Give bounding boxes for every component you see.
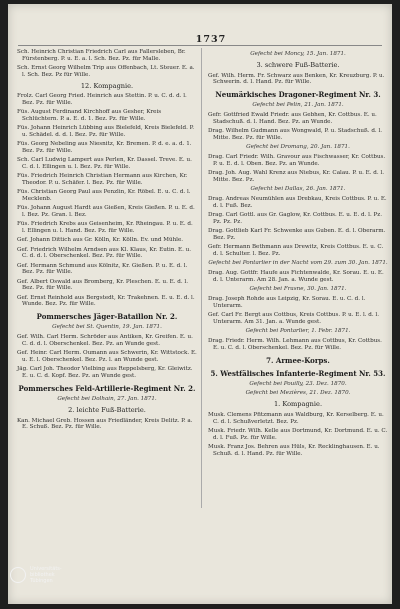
engagement-line: Gefecht bei Pouilly, 23. Dez. 1870. [249, 380, 347, 387]
casualty-entry: Musk. Clemens Pfitzmann aus Waldburg, Kr. Kerselberg. E. u. C. d. l. Schußverletzt. Bez. Pz. [208, 411, 384, 425]
casualty-entry: Kan. Michael Greb. Hossen aus Friedländer, Kreis Delitz. P. a. E. Schuß. Bez. Pz. für Wille. [17, 417, 193, 431]
engagement-line: Gefecht bei Dromang, 20. Jan. 1871. [246, 144, 350, 151]
casualty-entry: Drag. Gottlieb Karl Fr. Schwenke aus Guben. E. d. l. Oberarm. Bez. Pz. [208, 228, 386, 241]
regiment-heading: 5. Westfälisches Infanterie-Regiment Nr. 53. [210, 368, 386, 378]
casualty-entry: Gef. Heinr. Carl Herm. Oumann aus Schwerin, Kr. Wittstock. E. u. E. l. Oberschenkel. Bez. Pz. l. an Wunde gest. [17, 350, 197, 364]
engagement-line: Gefecht bei Pontarlier in der Nacht vom 29. zum 30. Jan. 1871. [208, 260, 388, 267]
column-divider [201, 48, 202, 508]
casualty-entry: Sch. Heinrich Christian Friedrich Carl aus Fallersleben, Br. Fürstenberg. P. u. E. a. l. Sch. Bez. Pz. für Malle. [17, 49, 186, 62]
casualty-entry: Musk. Franz Jos. Behren aus Hüls, Kr. Recklinghausen. E. u. Schuß. d. l. Hand. Pz. für Wille. [208, 443, 380, 457]
casualty-entry: Musk. Friedr. Wilh. Kelle aus Dortmund, Kr. Dortmund. E. u. C. d. l. Fuß. Pz. für Wille. [208, 427, 388, 441]
casualty-entry: Gefr. Hermann Bethmann aus Drewitz, Kreis Cottbus. E. u. C. d. l. Schulter. l. Bez. Pz. [208, 244, 384, 257]
casualty-entry: Jäg. Carl Joh. Theodor Vielbing aus Reppelsberg, Kr. Gleiwitz. E. u. C. d. Kopf. Bez. Pz. an Wunde gest. [17, 366, 193, 380]
casualty-entry: Gef. Albert Oswald aus Bromberg, Kr. Pleschen. E. u. E. d. l. Bez. Pz. für Wille. [17, 278, 188, 292]
casualty-entry: Füs. August Ferdinand Kirchhoff aus Gesher, Kreis Schlüchtern. P. a. E. d. 1. Bez. Pz. für Wille. [17, 109, 162, 123]
casualty-entry: Füs. Friedrich Heinrich Christian Hermann aus Kirchen, Kr. Theodor. P. u. Schäfer. l. Bez. Pz. für Wille. [17, 173, 188, 187]
logo-line-2: bibliothek [30, 572, 55, 578]
regiment-heading: Pommersches Feld-Artillerie-Regiment Nr. 2. [18, 384, 196, 394]
casualty-entry: Gef. Hermann Schmund aus Kölnitz, Kr. Gießen. P. u. E. d. l. Bez. Pz. für Wille. [17, 262, 188, 276]
casualty-entry: Drag. Carl Friedr. Wilh. Gravour aus Fischwasser, Kr. Cottbus. P. u. E. d. l. Oben. Bez. Pz. an Wunde. [208, 154, 386, 168]
casualty-entry: Drag. Joseph Rohde aus Leipzig, Kr. Sorau. E. u. C. d. l. Unterarm. [208, 295, 366, 309]
casualty-entry: Sch. Carl Ludwig Lampert aus Perlen, Kr. Dassel. Treve. E. u. C. d. l. Ellingen u. l. Bez. Pz. für Wille. [17, 157, 192, 171]
engagement-line: Gefecht bei Dallas, 26. Jan. 1871. [250, 186, 346, 193]
engagement-line: Gefecht bei Pontarlier, 1. Febr. 1871. [245, 327, 351, 334]
casualty-entry: Füs. Georg Nebeling aus Niesnitz, Kr. Bremen. P. d. e. a. d. 1. Bez. Pz. für Wille. [17, 141, 192, 155]
right-column [208, 49, 388, 460]
casualty-entry: Drag. Joh. Aug. Wahl Krenz aus Niebus, Kr. Calau. P. u. E. d. l. Mitte. Bez. Pz. [208, 170, 385, 184]
regiment-heading: 7. Armee-Korps. [266, 355, 330, 365]
section-heading: 2. leichte Fuß-Batterie. [68, 405, 146, 414]
engagement-line: Gefecht bei St. Quentin, 19. Jan. 1871. [52, 324, 162, 331]
section-heading: 3. schwere Fuß-Batterie. [256, 60, 340, 69]
casualty-entry: Gef. Johann Dittich aus Gr. Kölln, Kr. Kölln. Ev. und Mühle. [17, 237, 184, 244]
casualty-entry: Gef. Ernst Reinhold aus Bergstedt, Kr. Trakehnen. E. u. E. d. l. Wunde. Bez. Pz. für Wille. [17, 294, 195, 308]
casualty-entry: Gef. Friedrich Wilhelm Arndsen aus Kl. Klaus, Kr. Eutin. E. u. C. d. d. l. Oberschenkel. Bez. Pz. für Wille. [17, 246, 192, 260]
page-number: 1737 [195, 34, 227, 45]
casualty-entry: Füs. Friedrich Krebs aus Geisenheim, Kr. Rheingau. P. u. E. d. l. Ellingen u. l. Hand. Bez. Pz. für Wille. [17, 221, 193, 235]
casualty-entry: Sch. Ernst Georg Wilhelm Trip aus Offenbach, Lt. Steuer. E. a. l. Sch. Bez. Pz für Wille. [17, 65, 195, 78]
engagement-line: Gefecht bei Moncy, 15. Jan. 1871. [250, 51, 346, 57]
engagement-line: Gefecht bei Pelin, 21. Jan. 1871. [252, 102, 344, 109]
casualty-entry: Füs. Christian Georg Paul aus Penzlin, Kr. Röbel. E. u. C. d. l. Mecklenb. [17, 189, 191, 203]
engagement-line: Gefecht bei Mezières, 21. Dez. 1870. [245, 390, 351, 397]
logo-line-1: Universitäts- [30, 566, 62, 572]
casualty-entry: Drag. Andreas Neumühlen aus Drebkau, Kreis Cottbus. P. u. E. d. l. Fuß. Bez. [208, 196, 387, 209]
document-page [8, 4, 392, 604]
casualty-entry: Drag. Carl Gottl. aus Gr. Gaglow, Kr. Cottbus. E. u. E. d. l. Pz. Pz. Pz. Pz. [208, 212, 383, 225]
logo-line-3: Tübingen [30, 578, 53, 584]
casualty-entry: Gef. Wilh. Herm. Fr. Schwarz aus Benken, Kr. Kreuzburg. P. u. Schwerin. d. l. Hand. Pz. für Wille. [208, 72, 385, 86]
library-logo [10, 562, 80, 588]
casualty-entry: Drag. Friedr. Herm. Wilh. Lehmann aus Cottbus, Kr. Cottbus. E. u. C. d. l. Oberschenkel. Bez. Pz. für Wille. [208, 337, 382, 351]
casualty-entry: Drag. Wilhelm Gudmann aus Wongwald, P. u. Stadschuß. d. l. Mitte. Bez. Pz. für Wille. [208, 128, 383, 142]
section-heading: 12. Kompagnie. [80, 81, 134, 90]
regiment-heading: Pommersches Jäger-Bataillon Nr. 2. [36, 312, 178, 322]
library-seal-icon [10, 567, 26, 583]
casualty-entry: Drag. Aug. Gottfr. Haufe aus Fichtenwalde, Kr. Sorau. E. u. E. d. l. Unterarm. Am 28. Jan. a. Wunde gest. [208, 269, 384, 283]
regiment-heading: Neumärkisches Dragoner-Regiment Nr. 3. [215, 90, 381, 100]
casualty-entry: Gef. Carl Fr. Bergt aus Cottbus, Kreis Cottbus. P. u. E. l. d. l. Unterarm. Am 31. Jan. a. Wunde gest. [208, 311, 379, 325]
casualty-entry: Gefr. Gottfried Ewald Friedr. aus Gebhen, Kr. Cottbus. E. u. Stadschuß. d. l. Hand. Bez. Pz. an Wunde. [208, 112, 377, 126]
casualty-entry: Füs. Johann August Hardt aus Gießen, Kreis Gießen. P. u. E. d. l. Bez. Pz. Gran. l. Bez. [17, 205, 195, 219]
section-heading: 1. Kompagnie. [273, 400, 323, 409]
engagement-line: Gefecht bei Dolhain, 27. Jan. 1871. [57, 396, 157, 403]
left-column [17, 49, 197, 434]
engagement-line: Gefecht bei Frasne, 30. Jan. 1871. [249, 285, 347, 292]
casualty-entry: Frolz. Carl Georg Fried. Heinrich aus Stettin. P. u. C. d. d. l. Bez. Pz. für Wille. [17, 93, 187, 107]
header-rule [18, 45, 382, 46]
casualty-entry: Gef. Wilh. Carl Herm. Schröder aus Antiken, Kr. Greifen. E. u. C. d. d. l. Oberschenkel. Bez. Pz. an Wunde gest. [17, 334, 193, 348]
casualty-entry: Füs. Johann Heinrich Lübbing aus Bielefeld, Kreis Bielefeld. P. u. Schädel. d. d. l. Bez. Pz. für Wille. [17, 125, 195, 139]
